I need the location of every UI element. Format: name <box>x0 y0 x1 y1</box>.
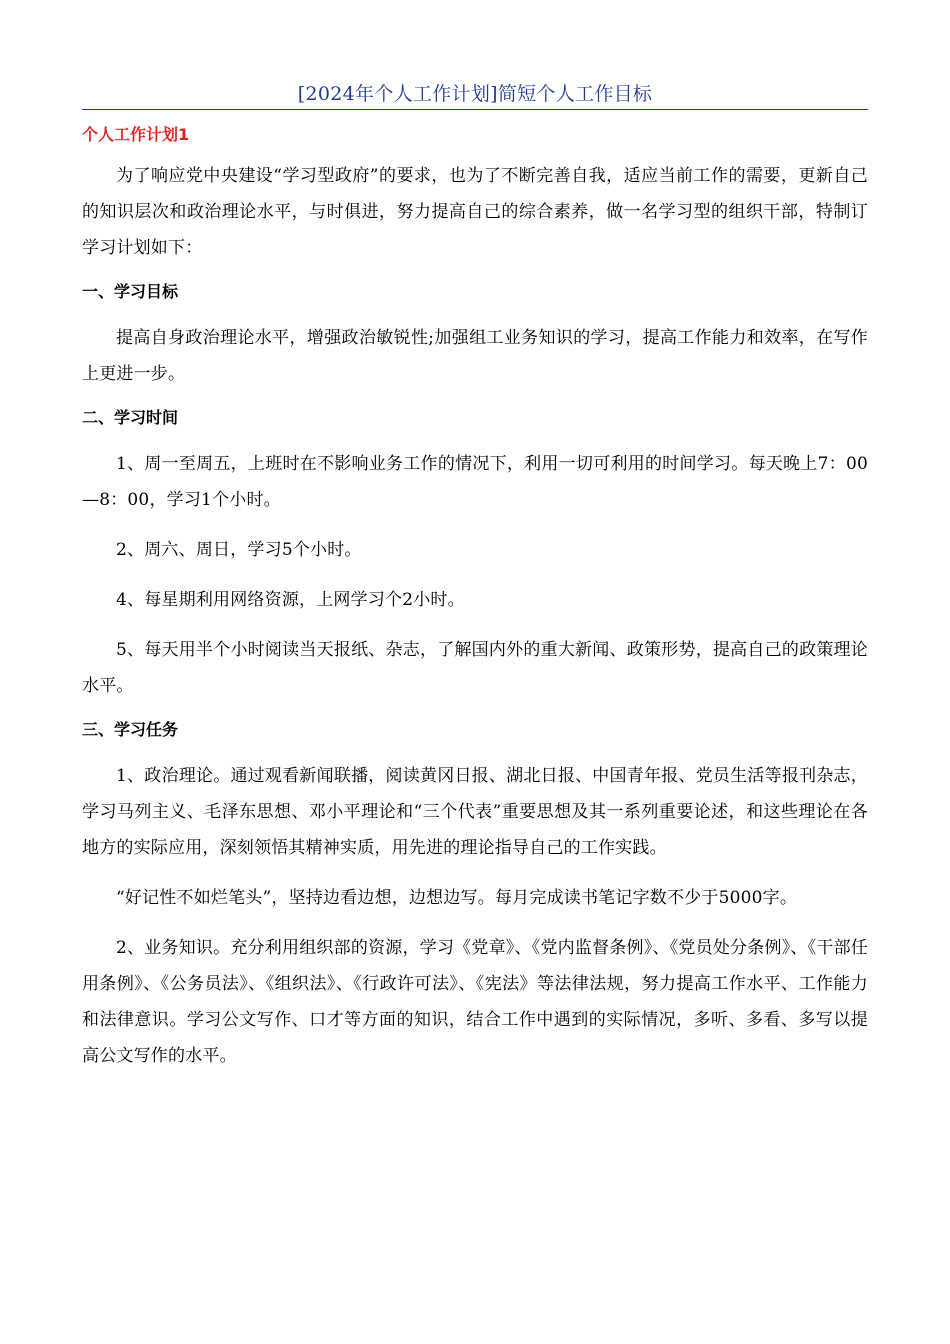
section-heading-tasks: 三、学习任务 <box>82 720 179 739</box>
time-paragraph-3: 4、每星期利用网络资源，上网学习个2小时。 <box>116 590 465 610</box>
tasks-paragraph-2: “好记性不如烂笔头”，坚持边看边想，边想边写。每月完成读书笔记字数不少于5000字。 <box>116 888 798 908</box>
tasks-paragraph-1: 1、政治理论。通过观看新闻联播，阅读黄冈日报、湖北日报、中国青年报、党员生活等报刊杂志，学习马列主义、毛泽东思想、邓小平理论和“三个代表”重要思想及其一系列重要论述，和这些理论在各地方的实际应用，深刻领悟其精神实质，用先进的理论指导自己的工作实践。 <box>82 766 868 858</box>
section-heading-goals: 一、学习目标 <box>82 282 179 301</box>
time-paragraph-1: 1、周一至周五，上班时在不影响业务工作的情况下，利用一切可利用的时间学习。每天晚上7：00—8：00，学习1个小时。 <box>82 454 868 510</box>
time-paragraph-2: 2、周六、周日，学习5个小时。 <box>116 540 362 560</box>
document-body <box>82 123 868 1088</box>
goals-paragraph: 提高自身政治理论水平，增强政治敏锐性;加强组工业务知识的学习，提高工作能力和效率，在写作上更进一步。 <box>82 328 868 384</box>
intro-paragraph: 为了响应党中央建设“学习型政府”的要求，也为了不断完善自我，适应当前工作的需要，更新自己的知识层次和政治理论水平，与时俱进，努力提高自己的综合素养，做一名学习型的组织干部，特制订学习计划如下： <box>82 166 868 258</box>
page-header <box>82 80 868 110</box>
plan-title: 个人工作计划1 <box>82 125 190 144</box>
time-paragraph-4: 5、每天用半个小时阅读当天报纸、杂志，了解国内外的重大新闻、政策形势，提高自己的政策理论水平。 <box>82 640 868 696</box>
header-title: [2024年个人工作计划]简短个人工作目标 <box>297 83 653 105</box>
tasks-paragraph-3: 2、业务知识。充分利用组织部的资源，学习《党章》、《党内监督条例》、《党员处分条例》、《干部任用条例》、《公务员法》、《组织法》、《行政许可法》、《宪法》等法律法规，努力提高工作水平、工作能力和法律意识。学习公文写作、口才等方面的知识，结合工作中遇到的实际情况，多听、多看、多写以提高公文写作的水平。 <box>82 938 868 1066</box>
section-heading-time: 二、学习时间 <box>82 408 179 427</box>
